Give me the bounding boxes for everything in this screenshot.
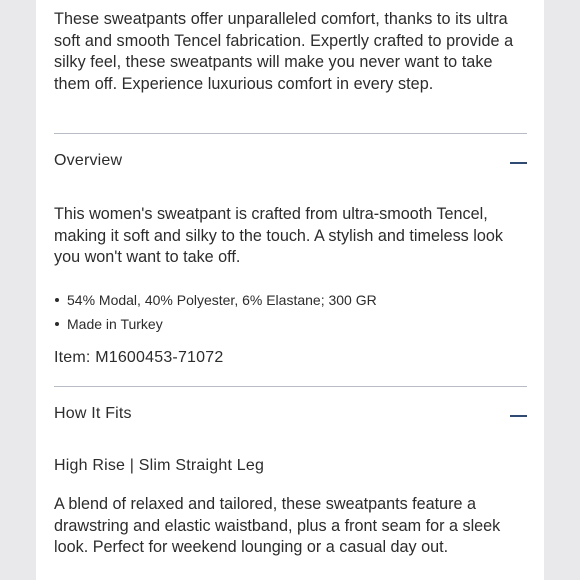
how-it-fits-accordion-header[interactable] xyxy=(54,403,527,429)
overview-accordion-header[interactable] xyxy=(54,150,527,176)
bullet-icon xyxy=(55,322,59,326)
fit-summary: High Rise | Slim Straight Leg xyxy=(54,457,265,474)
list-item-text: Made in Turkey xyxy=(67,316,163,332)
section-divider xyxy=(54,386,527,387)
material-list xyxy=(54,288,377,336)
product-intro-text: These sweatpants offer unparalleled comfort, thanks to its ultra soft and smooth Tencel fabrication. Expertly crafted to provide a silky feel, these sweatpants will make you never want to take them off. Experience luxurious comfort in every step. xyxy=(54,10,514,93)
fit-description: A blend of relaxed and tailored, these sweatpants feature a drawstring and elastic waistband, plus a front seam for a sleek look. Perfect for weekend lounging or a casual day out. xyxy=(54,495,501,556)
overview-description: This women's sweatpant is crafted from ultra-smooth Tencel, making it soft and silky to the touch. A stylish and timeless look you won't want to take off. xyxy=(54,205,503,266)
how-it-fits-title: How It Fits xyxy=(54,405,132,422)
list-item xyxy=(54,288,377,312)
bullet-icon xyxy=(55,298,59,302)
collapse-minus-icon[interactable] xyxy=(510,162,527,164)
collapse-minus-icon[interactable] xyxy=(510,415,527,417)
list-item-text: 54% Modal, 40% Polyester, 6% Elastane; 300 GR xyxy=(67,292,377,308)
overview-title: Overview xyxy=(54,152,123,169)
section-divider xyxy=(54,133,527,134)
product-details-panel xyxy=(36,0,544,580)
item-number: Item: M1600453-71072 xyxy=(54,349,224,366)
list-item xyxy=(54,312,377,336)
